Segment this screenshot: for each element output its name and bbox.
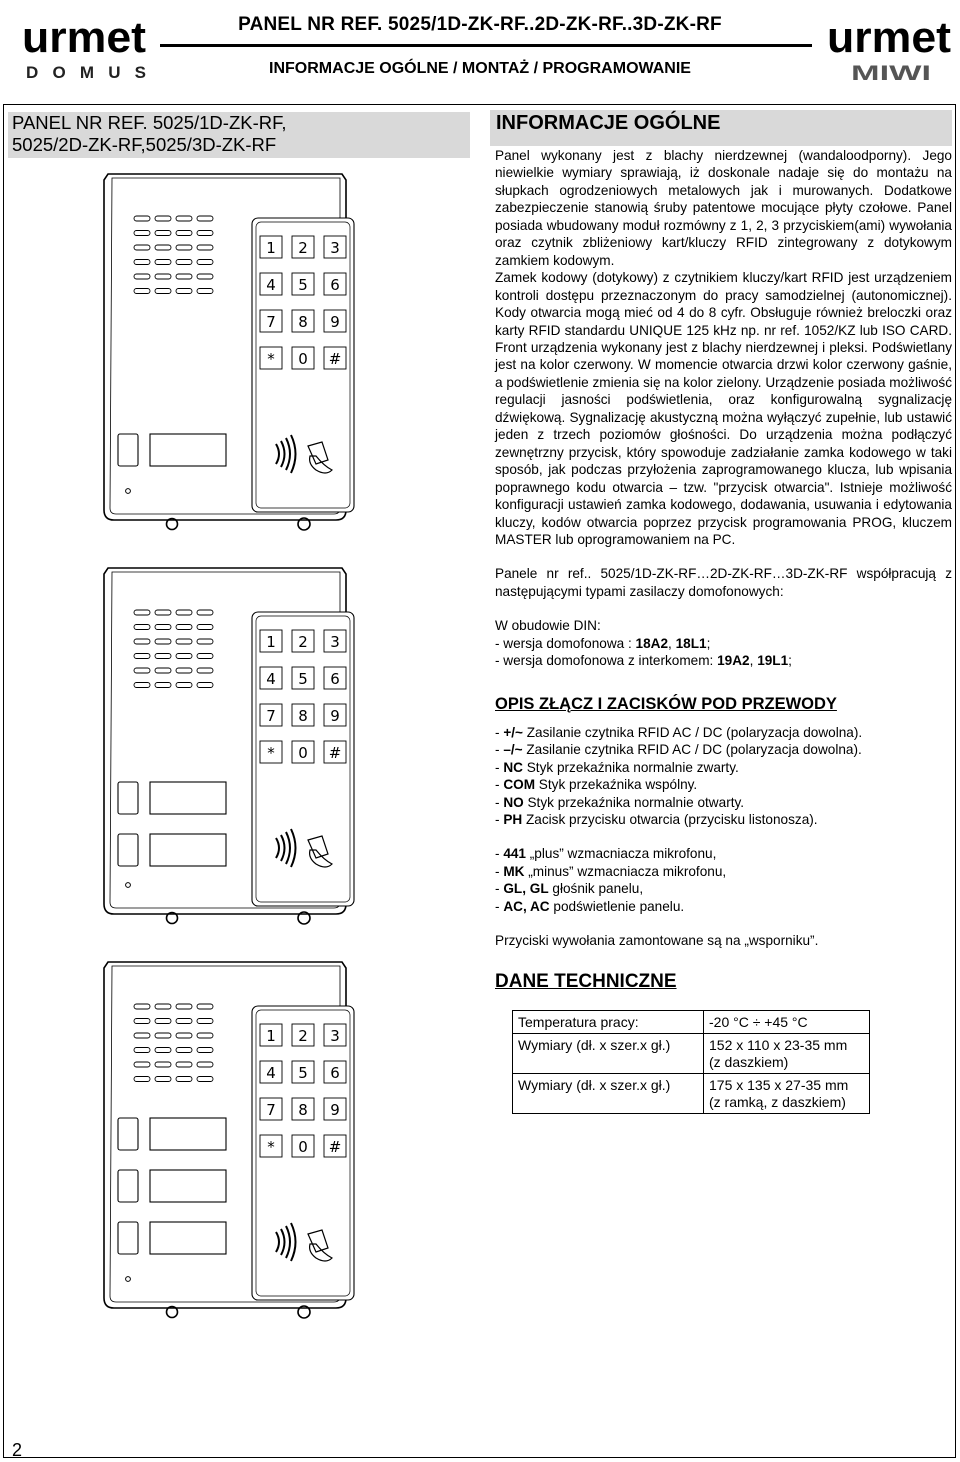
tech-value-line1: 175 x 135 x 27-35 mm: [709, 1076, 849, 1093]
tech-value: [704, 1073, 870, 1113]
call-button: [118, 834, 138, 866]
general-paragraph-1: Panel wykonany jest z blachy nierdzewnej (wandaloodporny). Jego niewielkie wymiary sprawiają, iż doskonale nadaje się do montażu na słupkach ogrodzeniowych metalowych jak i murowanych. Dodatkowe zabezpieczenie stanowią śruby patentowe mocujące płyty czołowe. Panel posiada wbudowany moduł rozmówny z 1, 2, 3 przyciskiem(ami) wywołania oraz czytnik zbliżeniowy kart/kluczy RFID zintegrowany z dotykowym zamkiem kodowym.: [495, 148, 952, 268]
connector-list: [495, 724, 952, 829]
keypad-key-label: 5: [298, 276, 308, 294]
tech-value-line1: -20 °C ÷ +45 °C: [709, 1013, 808, 1030]
keypad-key-label: #: [328, 1138, 342, 1156]
connector-item: - NC Styk przekaźnika normalnie zwarty.: [495, 759, 739, 775]
keypad-key-label: 6: [330, 670, 340, 688]
left-title-line2: 5025/2D-ZK-RF,5025/3D-ZK-RF: [12, 134, 277, 155]
connector-item: - –/~ Zasilanie czytnika RFID AC / DC (polaryzacja dowolna).: [495, 742, 862, 758]
tech-row: [513, 1010, 870, 1033]
page-number: 2: [12, 1440, 23, 1460]
keypad-key-label: 2: [298, 239, 308, 257]
keypad-key-label: 4: [266, 276, 276, 294]
name-label-window: [150, 834, 226, 866]
section-title-connectors: OPIS ZŁĄCZ I ZACISKÓW POD PRZEWODY: [495, 694, 837, 713]
tech-label: Temperatura pracy:: [513, 1010, 704, 1033]
keypad-key-label: 3: [330, 1027, 340, 1045]
connector-item: - 441 „plus” wzmacniacza mikrofonu,: [495, 846, 717, 862]
section-title-general: INFORMACJE OGÓLNE: [496, 112, 721, 134]
connector-item: - MK „minus” wzmacniacza mikrofonu,: [495, 863, 727, 879]
connector-item: - +/~ Zasilanie czytnika RFID AC / DC (polaryzacja dowolna).: [495, 724, 863, 740]
tech-value-line2: (z ramką, z daszkiem): [709, 1093, 846, 1110]
logo-right-text: urmet: [827, 13, 952, 62]
keypad-key-label: 3: [330, 239, 340, 257]
keypad-key-label: #: [328, 350, 342, 368]
left-panel-title: [8, 112, 470, 158]
page-header: [0, 0, 960, 100]
tech-value: [704, 1010, 870, 1033]
keypad-key-label: 9: [330, 1101, 340, 1119]
logo-left-sub: DOMUS: [26, 63, 146, 82]
urmet-miwi-logo: [825, 10, 955, 82]
name-label-window: [150, 1118, 226, 1150]
keypad-key-label: 0: [298, 744, 308, 762]
keypad-key-label: 0: [298, 1138, 308, 1156]
general-paragraph-3: Panele nr ref.. 5025/1D-ZK-RF…2D-ZK-RF…3D-ZK-RF współpracują z następującymi typami zasilaczy domofonowych:: [495, 566, 952, 599]
keypad-key-label: 8: [298, 313, 308, 331]
tech-table: [512, 1010, 870, 1114]
keypad-key-label: 7: [266, 1101, 276, 1119]
section-title-tech: DANE TECHNICZNE: [495, 970, 677, 992]
keypad-key-label: 3: [330, 633, 340, 651]
header-title: PANEL NR REF. 5025/1D-ZK-RF..2D-ZK-RF..3D-ZK-RF: [238, 14, 722, 35]
connector-item: - AC, AC podświetlenie panelu.: [495, 898, 685, 914]
logo-right-sub: MIWI: [851, 62, 931, 82]
keypad-key-label: 9: [330, 313, 340, 331]
keypad-key-label: 7: [266, 707, 276, 725]
intercom-panel: [104, 174, 354, 530]
tech-row: [513, 1073, 870, 1113]
connector-item: - PH Zacisk przycisku otwarcia (przycisku listonosza).: [495, 811, 818, 827]
connector-item: - NO Styk przekaźnika normalnie otwarty.: [495, 794, 745, 810]
connector-list-2: [495, 845, 952, 915]
intercom-panel: [104, 568, 354, 924]
header-rule: [160, 44, 812, 47]
tech-label: Wymiary (dł. x szer.x gł.): [513, 1033, 704, 1073]
keypad-key-label: *: [267, 350, 275, 368]
intercom-panel: [104, 962, 354, 1318]
tech-value-line2: (z daszkiem): [709, 1053, 789, 1070]
call-button: [118, 1170, 138, 1202]
connector-item: - COM Styk przekaźnika wspólny.: [495, 777, 698, 793]
call-button: [118, 434, 138, 466]
keypad-key-label: 7: [266, 313, 276, 331]
keypad-key-label: 4: [266, 670, 276, 688]
call-button: [118, 1222, 138, 1254]
tech-value: [704, 1033, 870, 1073]
keypad-key-label: 5: [298, 1064, 308, 1082]
din-title: W obudowie DIN:: [495, 618, 601, 634]
keypad-key-label: 4: [266, 1064, 276, 1082]
call-button: [118, 782, 138, 814]
logo-left-text: urmet: [22, 13, 147, 62]
general-paragraph-2: Zamek kodowy (dotykowy) z czytnikiem kluczy/kart RFID jest urządzeniem kontroli dostępu przeznaczonym do pracy samodzielnej (autonomicznej). Kody otwarcia mogą mieć od 4 do 8 cyfr. Obsługuje również breloczki oraz karty RFID standardu UNIQUE 125 kHz np. nr ref. 1052/KZ lub ISO CARD. Front urządzenia wykonany jest z blachy nierdzewnej i pleksi. Podświetlany jest na kolor czerwony. W momencie otwarcia drzwi kolor czerwony gaśnie, a podświetlenie zmienia się na kolor zielony. Urządzenie posiada możliwość regulacji jasności podświetlenia, oraz konfigurowalną sygnalizację dźwiękową. Sygnalizację akustyczną można wyłączyć zupełnie, lub ustawić jeden z trzech poziomów głośności. Do urządzenia można podłączyć zewnętrzny przycisk, który spowoduje zadziałanie zamka kodowego w taki sposób, jak podczas przyłożenia zaprogramowanego klucza, lub wpisania poprawnego kodu otwarcia – tzw. "przycisk otwarcia". Istnieje możliwość konfiguracji ustawień zamka kodowego, dodawania, usuwania i edytowania kluczy, kodów otwarcia poprzez przycisk programowania PROG, kluczem MASTER lub oprogramowaniem na PC.: [495, 270, 952, 547]
main-content: [495, 147, 952, 1114]
buttons-note: Przyciski wywołania zamontowane są na „wsporniku”.: [495, 933, 819, 949]
panel-illustrations: [100, 170, 360, 1410]
keypad-key-label: 9: [330, 707, 340, 725]
keypad-key-label: 6: [330, 276, 340, 294]
keypad-key-label: 5: [298, 670, 308, 688]
tech-label: Wymiary (dł. x szer.x gł.): [513, 1073, 704, 1113]
header-subtitle: INFORMACJE OGÓLNE / MONTAŻ / PROGRAMOWANIE: [269, 60, 691, 77]
keypad-key-label: *: [267, 1138, 275, 1156]
name-label-window: [150, 1170, 226, 1202]
keypad-key-label: 6: [330, 1064, 340, 1082]
keypad-key-label: 1: [266, 239, 276, 257]
keypad-key-label: 1: [266, 1027, 276, 1045]
tech-value-line1: 152 x 110 x 23-35 mm: [709, 1036, 848, 1053]
keypad-key-label: 8: [298, 707, 308, 725]
name-label-window: [150, 434, 226, 466]
tech-row: [513, 1033, 870, 1073]
keypad-key-label: #: [328, 744, 342, 762]
keypad-key-label: *: [267, 744, 275, 762]
call-button: [118, 1118, 138, 1150]
left-title-line1: PANEL NR REF. 5025/1D-ZK-RF,: [12, 112, 287, 133]
keypad-key-label: 0: [298, 350, 308, 368]
din-line-2: - wersja domofonowa z interkomem: 19A2, 19L1;: [495, 653, 792, 669]
keypad-key-label: 8: [298, 1101, 308, 1119]
urmet-domus-logo: [20, 10, 150, 82]
din-line-1: - wersja domofonowa : 18A2, 18L1;: [495, 635, 711, 651]
name-label-window: [150, 1222, 226, 1254]
keypad-key-label: 2: [298, 1027, 308, 1045]
keypad-key-label: 1: [266, 633, 276, 651]
keypad-key-label: 2: [298, 633, 308, 651]
connector-item: - GL, GL głośnik panelu,: [495, 881, 644, 897]
name-label-window: [150, 782, 226, 814]
